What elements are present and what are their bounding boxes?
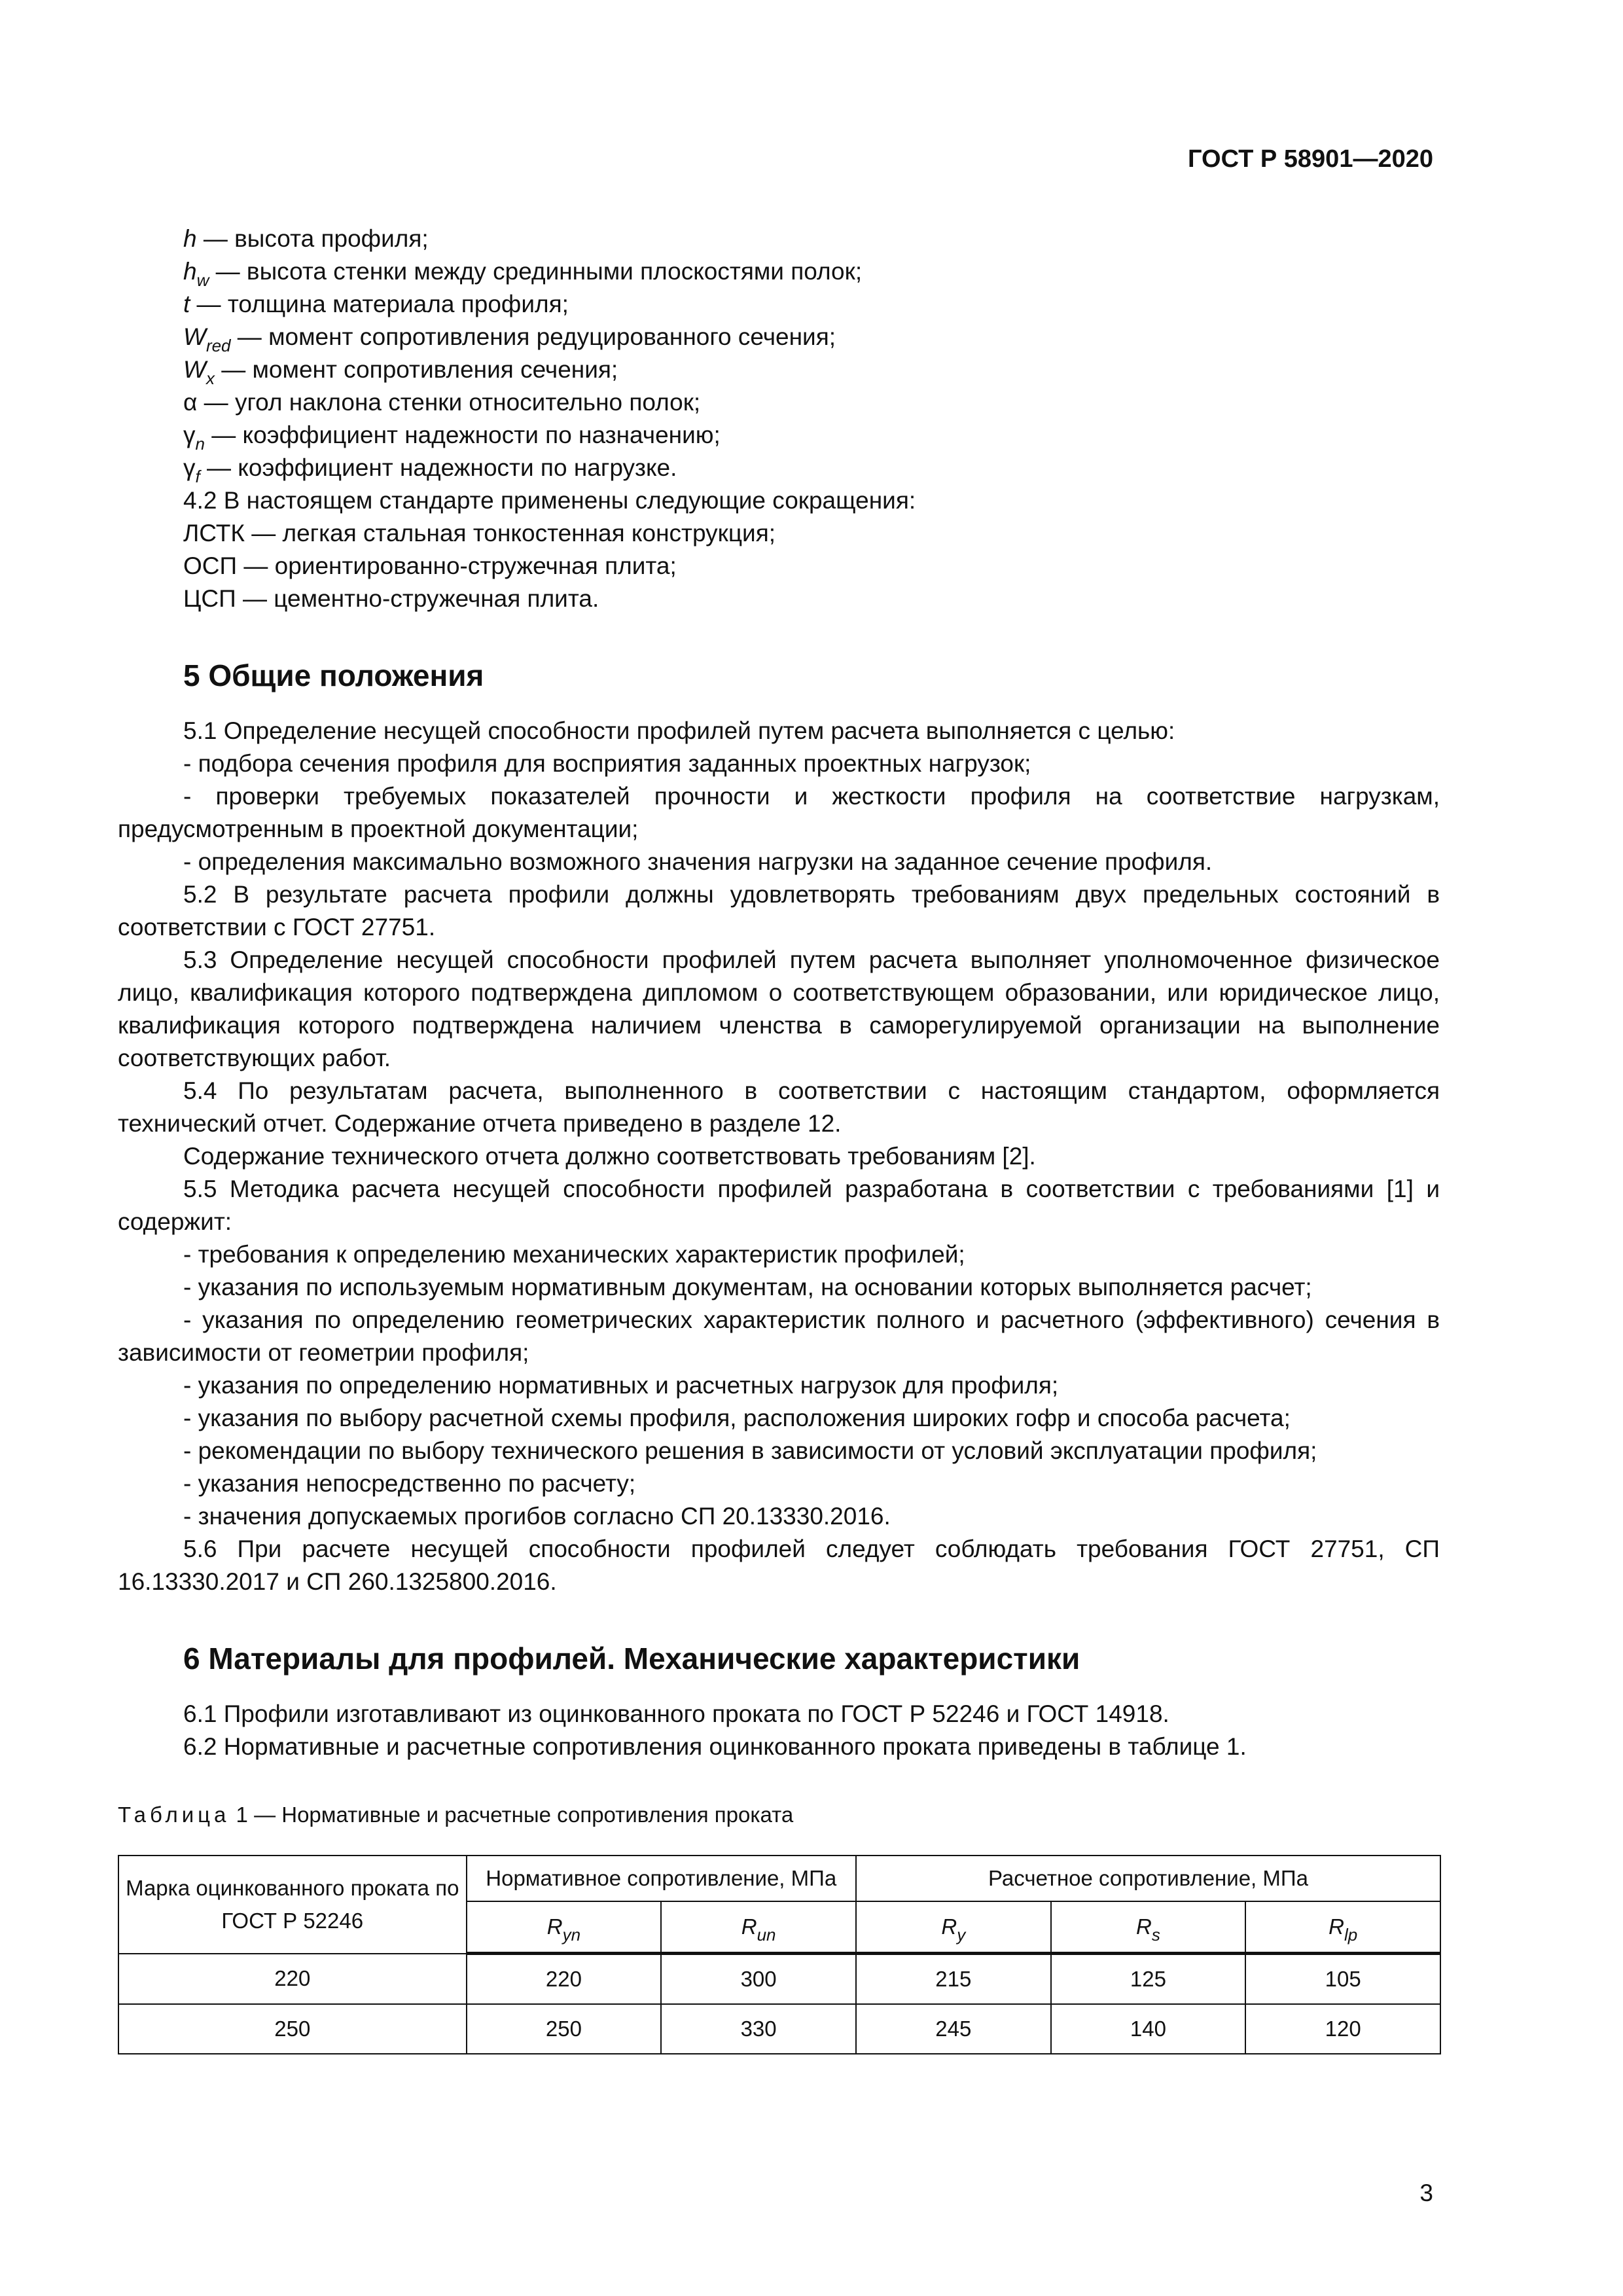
abbreviation-item: ЦСП — цементно-стружечная плита. bbox=[183, 585, 599, 612]
paragraph-5-5: 5.5 Методика расчета несущей способности профилей разработана в соответствии с требованиями [1] и содержит: bbox=[118, 1175, 1440, 1235]
table-cell: 125 bbox=[1051, 1954, 1246, 2005]
abbreviation-intro: 4.2 В настоящем стандарте применены следующие сокращения: bbox=[183, 487, 916, 514]
header-design: Расчетное сопротивление, МПа bbox=[856, 1856, 1440, 1901]
table-row bbox=[118, 1954, 1440, 2005]
page-number: 3 bbox=[1419, 2179, 1433, 2206]
symbol-item: α — угол наклона стенки относительно полок; bbox=[183, 389, 701, 416]
list-item: - проверки требуемых показателей прочности и жесткости профиля на соответствие нагрузкам, предусмотренным в проектной документации; bbox=[118, 783, 1440, 842]
page-content bbox=[118, 223, 1440, 2054]
header-ryn: $R_{yn}$ bbox=[467, 1901, 662, 1954]
document-code-header: ГОСТ Р 58901—2020 bbox=[1188, 145, 1433, 173]
symbol-item: h — высота профиля; bbox=[183, 225, 429, 252]
paragraph-6-1: 6.1 Профили изготавливают из оцинкованного проката по ГОСТ Р 52246 и ГОСТ 14918. bbox=[183, 1700, 1169, 1727]
list-item: - требования к определению механических характеристик профилей; bbox=[183, 1241, 965, 1268]
symbol-list bbox=[118, 223, 1440, 484]
table-header-row bbox=[118, 1856, 1440, 1901]
resistance-table bbox=[118, 1855, 1441, 2054]
table-caption-label: Таблица bbox=[118, 1803, 230, 1827]
table-cell: 330 bbox=[661, 2004, 856, 2054]
paragraph-5-3: 5.3 Определение несущей способности профилей путем расчета выполняет уполномоченное физическое лицо, квалификация которого подтверждена дипломом о соответствующем образовании, или юридическое лицо, квалификация которого подтверждена наличием членства в саморегулируемой организации на выполнение соответствующих работ. bbox=[118, 946, 1440, 1071]
header-normative: Нормативное сопротивление, МПа bbox=[467, 1856, 856, 1901]
section-6-heading: 6 Материалы для профилей. Механические характеристики bbox=[183, 1641, 1080, 1676]
list-item: - рекомендации по выбору технического решения в зависимости от условий эксплуатации профиля; bbox=[183, 1437, 1317, 1464]
table-cell: 220 bbox=[118, 1954, 467, 2005]
abbreviation-item: ОСП — ориентированно-стружечная плита; bbox=[183, 552, 677, 579]
symbol-item: $\gamma_n$ — коэффициент надежности по назначению; bbox=[183, 422, 721, 454]
list-item: - значения допускаемых прогибов согласно СП 20.13330.2016. bbox=[183, 1503, 891, 1530]
table-row bbox=[118, 2004, 1440, 2054]
table-cell: 215 bbox=[856, 1954, 1051, 2005]
paragraph-5-4-note: Содержание технического отчета должно соответствовать требованиям [2]. bbox=[183, 1143, 1036, 1170]
header-rlp: $R_{lp}$ bbox=[1245, 1901, 1440, 1954]
list-item: - указания непосредственно по расчету; bbox=[183, 1470, 636, 1497]
table-cell: 250 bbox=[118, 2004, 467, 2054]
section-5-heading: 5 Общие положения bbox=[183, 658, 484, 692]
abbreviation-list bbox=[118, 484, 1440, 615]
table-cell: 250 bbox=[467, 2004, 662, 2054]
header-grade: Марка оцинкованного проката по ГОСТ Р 52246 bbox=[118, 1856, 467, 1954]
table-cell: 105 bbox=[1245, 1954, 1440, 2005]
symbol-item: t — толщина материала профиля; bbox=[183, 291, 569, 317]
paragraph-5-6: 5.6 При расчете несущей способности профилей следует соблюдать требования ГОСТ 27751, СП 16.13330.2017 и СП 260.1325800.2016. bbox=[118, 1535, 1440, 1595]
table-cell: 245 bbox=[856, 2004, 1051, 2054]
header-ry: $R_y$ bbox=[856, 1901, 1051, 1954]
list-item: - указания по определению нормативных и расчетных нагрузок для профиля; bbox=[183, 1372, 1059, 1399]
header-run: $R_{un}$ bbox=[661, 1901, 856, 1954]
list-item: - указания по используемым нормативным документам, на основании которых выполняется расчет; bbox=[183, 1274, 1312, 1300]
table-caption-text: 1 — Нормативные и расчетные сопротивления проката bbox=[230, 1803, 794, 1827]
list-item: - подбора сечения профиля для восприятия заданных проектных нагрузок; bbox=[183, 750, 1031, 777]
symbol-item: $W_x$ — момент сопротивления сечения; bbox=[183, 356, 618, 388]
header-rs: $R_s$ bbox=[1051, 1901, 1246, 1954]
paragraph-6-2: 6.2 Нормативные и расчетные сопротивления оцинкованного проката приведены в таблице 1. bbox=[183, 1733, 1247, 1760]
list-item: - указания по определению геометрических характеристик полного и расчетного (эффективного) сечения в зависимости от геометрии профиля; bbox=[118, 1306, 1440, 1366]
list-item: - определения максимально возможного значения нагрузки на заданное сечение профиля. bbox=[183, 848, 1213, 875]
table-cell: 220 bbox=[467, 1954, 662, 2005]
symbol-item: $h_w$ — высота стенки между срединными плоскостями полок; bbox=[183, 258, 863, 290]
paragraph-5-4: 5.4 По результатам расчета, выполненного в соответствии с настоящим стандартом, оформляется технический отчет. Содержание отчета приведено в разделе 12. bbox=[118, 1077, 1440, 1137]
table-cell: 300 bbox=[661, 1954, 856, 2005]
table-caption bbox=[118, 1799, 1440, 1831]
abbreviation-item: ЛСТК — легкая стальная тонкостенная конструкция; bbox=[183, 520, 776, 547]
paragraph-5-1: 5.1 Определение несущей способности профилей путем расчета выполняется с целью: bbox=[183, 717, 1175, 744]
list-item: - указания по выбору расчетной схемы профиля, расположения широких гофр и способа расчета; bbox=[183, 1405, 1291, 1431]
paragraph-5-2: 5.2 В результате расчета профили должны удовлетворять требованиям двух предельных состояний в соответствии с ГОСТ 27751. bbox=[118, 881, 1440, 941]
table-cell: 140 bbox=[1051, 2004, 1246, 2054]
symbol-item: $W_{red}$ — момент сопротивления редуцированного сечения; bbox=[183, 323, 836, 355]
table-cell: 120 bbox=[1245, 2004, 1440, 2054]
symbol-item: $\gamma_f$ — коэффициент надежности по нагрузке. bbox=[183, 454, 677, 486]
